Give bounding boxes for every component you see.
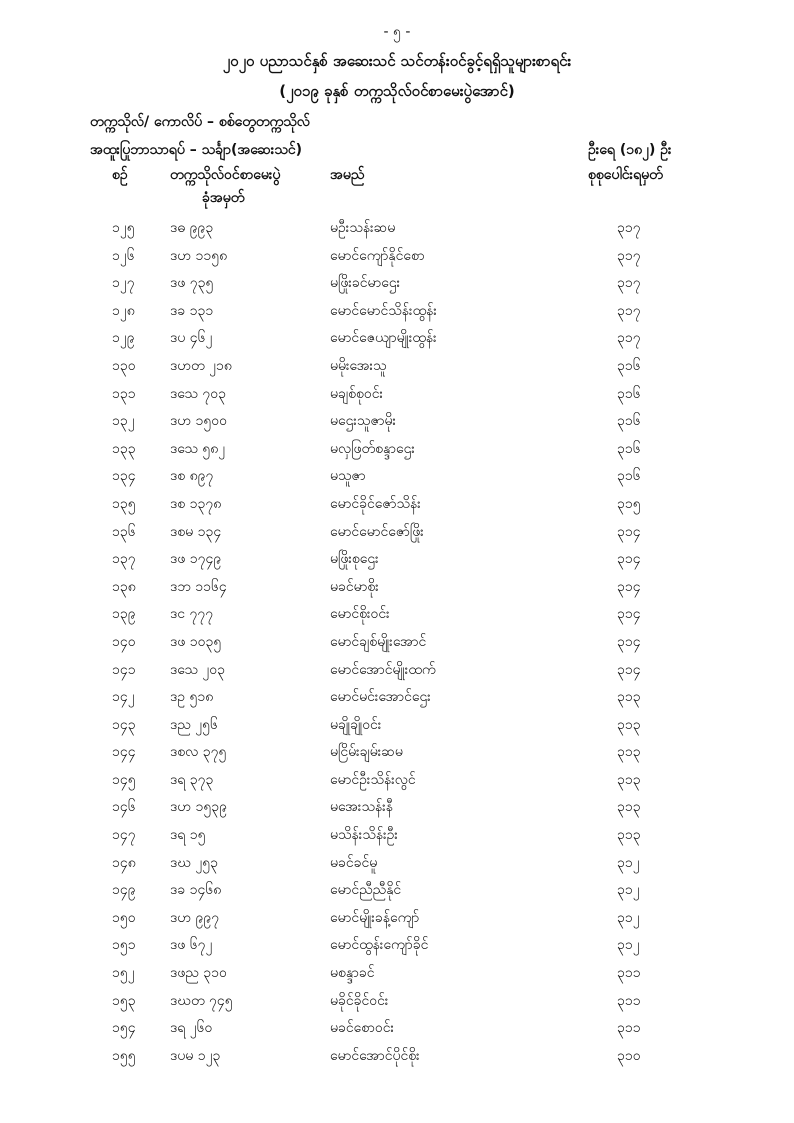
total-score: ၃၁၂ bbox=[617, 854, 640, 871]
table-row bbox=[0, 908, 794, 936]
student-name: မဖြိုးခင်မာဌေး bbox=[330, 275, 401, 292]
roll-number: ဒဟ ၁၅၀၀ bbox=[170, 413, 227, 430]
total-score: ၃၁၆ bbox=[617, 413, 641, 430]
total-score: ၃၁၄ bbox=[617, 633, 641, 650]
table-row bbox=[0, 935, 794, 963]
row-number: ၁၃၂ bbox=[112, 413, 135, 430]
roll-number: ဒဖ ၆၇၂ bbox=[170, 937, 213, 954]
row-number: ၁၃၃ bbox=[112, 440, 136, 457]
header-no: စဉ် bbox=[112, 167, 128, 183]
student-name: မောင်ဇေယျာမျိုးထွန်း bbox=[330, 330, 437, 347]
total-score: ၃၁၆ bbox=[617, 468, 641, 485]
total-score: ၃၁၄ bbox=[617, 578, 641, 595]
roll-number: ဒင ၇၇၇ bbox=[170, 606, 214, 623]
roll-number: ဒပ ၄၆၂ bbox=[170, 330, 213, 347]
row-number: ၁၅၀ bbox=[112, 909, 136, 926]
roll-number: ဒဖည ၃၁၀ bbox=[170, 965, 227, 982]
total-score: ၃၁၁ bbox=[617, 992, 641, 1009]
student-name: မလှဖြတ်စန္ဒာဌေး bbox=[330, 440, 415, 457]
roll-number: ဒဖ ၁၇၄၉ bbox=[170, 551, 222, 568]
table-row bbox=[0, 715, 794, 743]
student-name: မောင်ကျော်နိုင်စော bbox=[330, 247, 425, 264]
total-score: ၃၁၃ bbox=[617, 744, 641, 761]
roll-number: ဒဃတ ၇၄၅ bbox=[170, 992, 233, 1009]
table-row bbox=[0, 1046, 794, 1074]
row-number: ၁၃၇ bbox=[112, 551, 136, 568]
row-number: ၁၂၉ bbox=[112, 330, 135, 347]
roll-number: ဒဟ ၁၅၃၉ bbox=[170, 799, 227, 816]
table-row bbox=[0, 1018, 794, 1046]
total-score: ၃၁၅ bbox=[617, 495, 641, 512]
row-number: ၁၅၄ bbox=[112, 1020, 136, 1037]
total-score: ၃၁၇ bbox=[617, 330, 641, 347]
total-score: ၃၁၃ bbox=[617, 771, 641, 788]
row-number: ၁၅၁ bbox=[112, 937, 136, 954]
university-label: တက္ကသိုလ်/ ကောလိပ် – စစ်တွေတက္ကသိုလ် bbox=[90, 114, 310, 130]
roll-number: ဒဓ ၉၉၃ bbox=[170, 220, 214, 236]
total-score: ၃၁၂ bbox=[617, 909, 640, 926]
roll-number: ဒဘ ၁၁၆၄ bbox=[170, 578, 227, 595]
roll-number: ဒစမ ၁၃၄ bbox=[170, 523, 222, 540]
row-number: ၁၂၈ bbox=[112, 302, 135, 319]
roll-number: ဒခ ၁၄၆၈ bbox=[170, 882, 222, 899]
student-name: မသိန်းသိန်းဦး bbox=[330, 827, 398, 844]
total-score: ၃၁၄ bbox=[617, 551, 641, 568]
student-name: မခင်မာစိုး bbox=[330, 578, 379, 595]
row-number: ၁၅၅ bbox=[112, 1047, 136, 1064]
roll-number: ဒဃ ၂၅၃ bbox=[170, 854, 219, 871]
major-label: အထူးပြုဘာသာရပ် – သင်္ချာ(အဆေးသင်) bbox=[90, 142, 303, 158]
table-row bbox=[0, 549, 794, 577]
student-name: မောင်မျိုးခန့်ကျော် bbox=[330, 909, 420, 926]
header-name: အမည် bbox=[330, 167, 365, 183]
table-row bbox=[0, 577, 794, 605]
row-number: ၁၃၈ bbox=[112, 578, 136, 595]
student-name: မောင်အောင်မျိုးထက် bbox=[330, 661, 436, 678]
row-number: ၁၂၅ bbox=[112, 220, 135, 236]
total-score: ၃၁၆ bbox=[617, 440, 641, 457]
row-number: ၁၄၈ bbox=[112, 854, 136, 871]
student-name: မောင်မောင်ဇော်ဖြိုး bbox=[330, 523, 424, 540]
total-score: ၃၁၂ bbox=[617, 882, 640, 899]
row-number: ၁၄၄ bbox=[112, 744, 136, 761]
row-number: ၁၄၆ bbox=[112, 799, 136, 816]
student-name: မဌေးသူဇာမိုး bbox=[330, 413, 397, 430]
student-name: မောင်ညီညီနိုင် bbox=[330, 882, 402, 899]
table-row bbox=[0, 301, 794, 329]
table-row bbox=[0, 273, 794, 301]
roll-number: ဒစ ၁၃၇၈ bbox=[170, 495, 222, 512]
row-number: ၁၄၇ bbox=[112, 827, 136, 844]
student-name: မောင်မင်းအောင်ဌေး bbox=[330, 689, 431, 706]
total-score: ၃၁၇ bbox=[617, 275, 641, 292]
total-score: ၃၁၄ bbox=[617, 523, 641, 540]
table-row bbox=[0, 494, 794, 522]
student-name: မဖြိုးစုဌေး bbox=[330, 551, 379, 568]
table-row bbox=[0, 328, 794, 356]
student-name: မဦးသန်းဆမ bbox=[330, 220, 396, 236]
student-name: မချစ်စုဝင်း bbox=[330, 385, 384, 402]
total-score: ၃၁၄ bbox=[617, 661, 641, 678]
roll-number: ဒစ ၈၉၇ bbox=[170, 468, 214, 485]
total-score: ၃၁၁ bbox=[617, 965, 641, 982]
roll-number: ဒသေ ၂၀၃ bbox=[170, 661, 225, 678]
table-row bbox=[0, 632, 794, 660]
total-score: ၃၁၁ bbox=[617, 1020, 641, 1037]
student-name: မစန္ဒာခင် bbox=[330, 965, 375, 982]
roll-number: ဒဥ ၅၁၈ bbox=[170, 689, 214, 706]
total-score: ၃၁၀ bbox=[617, 1047, 641, 1064]
student-name: မသူဇာ bbox=[330, 468, 366, 485]
total-score: ၃၁၆ bbox=[617, 385, 641, 402]
student-name: မောင်အောင်ပိုင်စိုး bbox=[330, 1047, 420, 1064]
table-row bbox=[0, 411, 794, 439]
table-row bbox=[0, 853, 794, 881]
table-row bbox=[0, 963, 794, 991]
row-number: ၁၄၂ bbox=[112, 689, 135, 706]
row-number: ၁၂၇ bbox=[112, 275, 135, 292]
total-score: ၃၁၃ bbox=[617, 716, 641, 733]
student-name: မမိုးအေးသူ bbox=[330, 357, 387, 374]
student-name: မငြိမ်းချမ်းဆမ bbox=[330, 744, 403, 761]
roll-number: ဒသေ ၇၀၃ bbox=[170, 385, 226, 402]
table-row bbox=[0, 466, 794, 494]
roll-number: ဒည ၂၅၆ bbox=[170, 716, 218, 733]
count-label: ဦးရေ (၁၈၂) ဦး bbox=[588, 142, 672, 158]
roll-number: ဒဖ ၇၃၅ bbox=[170, 275, 214, 292]
table-row bbox=[0, 384, 794, 412]
student-name: မခိုင်ခိုင်ဝင်း bbox=[330, 992, 389, 1009]
roll-number: ဒစလ ၃၇၅ bbox=[170, 744, 227, 761]
student-name: မောင်ချစ်မျိုးအောင် bbox=[330, 633, 427, 650]
roll-number: ဒရ ၂၆၀ bbox=[170, 1020, 213, 1037]
document-subtitle: (၂၀၁၉ ခုနှစ် တက္ကသိုလ်ဝင်စာမေးပွဲအောင်) bbox=[279, 82, 515, 100]
row-number: ၁၃၆ bbox=[112, 523, 136, 540]
total-score: ၃၁၇ bbox=[617, 220, 641, 236]
student-name: မောင်ထွန်းကျော်ခိုင် bbox=[330, 937, 429, 954]
total-score: ၃၁၆ bbox=[617, 357, 641, 374]
table-row bbox=[0, 660, 794, 688]
table-row bbox=[0, 439, 794, 467]
total-score: ၃၁၄ bbox=[617, 606, 641, 623]
roll-number: ဒဖ ၁၀၃၅ bbox=[170, 633, 222, 650]
document-title: ၂၀၂၀ ပညာသင်နှစ် အဆေးသင် သင်တန်းဝင်ခွင့်ရရှိသူများစာရင်း bbox=[222, 52, 572, 70]
row-number: ၁၃၅ bbox=[112, 495, 136, 512]
roll-number: ဒဟတ ၂၁၈ bbox=[170, 357, 232, 374]
row-number: ၁၃၀ bbox=[112, 357, 136, 374]
table-row bbox=[0, 880, 794, 908]
row-number: ၁၃၉ bbox=[112, 606, 136, 623]
header-score: စုစုပေါင်းရမှတ် bbox=[588, 167, 663, 183]
student-name: မခင်ခင်မူ bbox=[330, 854, 378, 871]
roll-number: ဒဟ ၁၁၅၈ bbox=[170, 247, 228, 264]
total-score: ၃၁၃ bbox=[617, 689, 641, 706]
table-row bbox=[0, 218, 794, 246]
row-number: ၁၂၆ bbox=[112, 247, 135, 264]
roll-number: ဒရ ၃၇၃ bbox=[170, 771, 214, 788]
header-roll: တက္ကသိုလ်ဝင်စာမေးပွဲ bbox=[170, 167, 281, 183]
total-score: ၃၁၂ bbox=[617, 937, 640, 954]
student-name: မချိုချိုဝင်း bbox=[330, 716, 382, 733]
student-name: မောင်မောင်သိန်းထွန်း bbox=[330, 302, 437, 319]
header-roll-2: ခုံအမှတ် bbox=[202, 190, 245, 206]
student-name: မခင်စောဝင်း bbox=[330, 1020, 395, 1037]
total-score: ၃၁၇ bbox=[617, 247, 641, 264]
page-number: - ၅ - bbox=[383, 24, 411, 40]
row-number: ၁၃၁ bbox=[112, 385, 136, 402]
table-row bbox=[0, 687, 794, 715]
row-number: ၁၄၃ bbox=[112, 716, 136, 733]
row-number: ၁၅၂ bbox=[112, 965, 135, 982]
student-name: မောင်စိုးဝင်း bbox=[330, 606, 390, 623]
table-row bbox=[0, 770, 794, 798]
row-number: ၁၄၉ bbox=[112, 882, 136, 899]
total-score: ၃၁၃ bbox=[617, 827, 641, 844]
roll-number: ဒသေ ၅၈၂ bbox=[170, 440, 226, 457]
student-name: မောင်ခိုင်ဇော်သိန်း bbox=[330, 495, 421, 512]
total-score: ၃၁၃ bbox=[617, 799, 641, 816]
row-number: ၁၅၃ bbox=[112, 992, 136, 1009]
table-row bbox=[0, 825, 794, 853]
roll-number: ဒပမ ၁၂၃ bbox=[170, 1047, 221, 1064]
student-name: မအေးသန်းနီ bbox=[330, 799, 394, 816]
table-row bbox=[0, 991, 794, 1019]
table-row bbox=[0, 797, 794, 825]
student-name: မောင်ဦးသိန်းလွင် bbox=[330, 771, 416, 788]
roll-number: ဒခ ၁၃၁ bbox=[170, 302, 214, 319]
roll-number: ဒရ ၁၅ bbox=[170, 827, 206, 844]
row-number: ၁၄၅ bbox=[112, 771, 136, 788]
table-row bbox=[0, 246, 794, 274]
table-row bbox=[0, 522, 794, 550]
total-score: ၃၁၇ bbox=[617, 302, 641, 319]
row-number: ၁၄၁ bbox=[112, 661, 136, 678]
roll-number: ဒဟ ၉၉၇ bbox=[170, 909, 220, 926]
table-row bbox=[0, 356, 794, 384]
student-list bbox=[0, 218, 794, 1073]
row-number: ၁၃၄ bbox=[112, 468, 136, 485]
table-row bbox=[0, 604, 794, 632]
table-row bbox=[0, 742, 794, 770]
row-number: ၁၄၀ bbox=[112, 633, 136, 650]
